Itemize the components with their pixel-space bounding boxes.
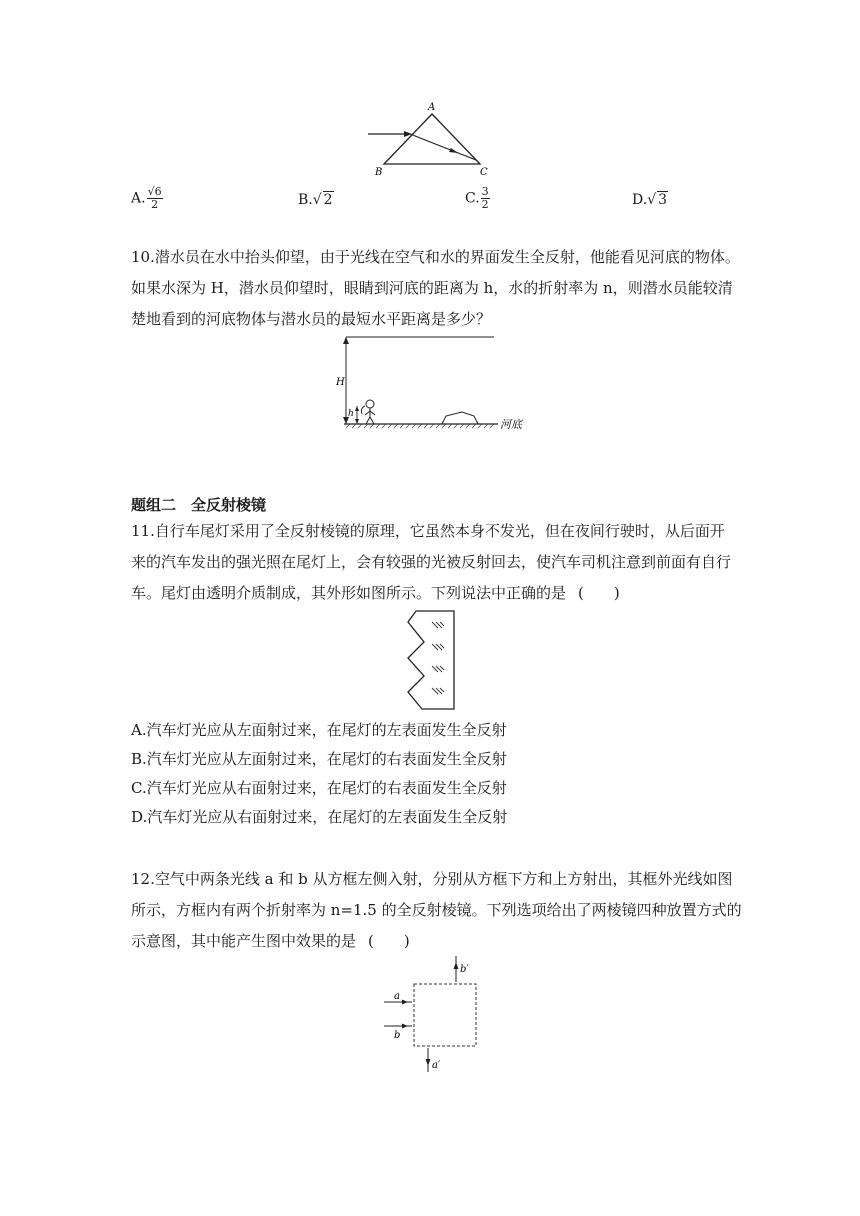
label-h: h [348,409,354,419]
taillight-figure [402,608,462,712]
q11-option-b[interactable]: B.汽车灯光应从左面射过来，在尾灯的右表面发生全反射 [131,750,507,768]
prism-abc-figure [362,98,502,182]
q10-text: 10.潜水员在水中抬头仰望，由于光线在空气和水的界面发生全反射，他能看见河底的物体。 如果水深为 H，潜水员仰望时，眼睛到河底的距离为 h，水的折射率为 n，则潜水员能较清 楚地看到的河底物体与潜水员的最短水平距离是多少？ [131,248,740,328]
riverbed-object [442,412,478,424]
q11-option-a[interactable]: A.汽车灯光应从左面射过来，在尾灯的左表面发生全反射 [131,721,507,739]
q11-text: 11.自行车尾灯采用了全反射棱镜的原理，它虽然本身不发光，但在夜间行驶时，从后面开 来的汽车发出的强光照在尾灯上，会有较强的光被反射回去，使汽车司机注意到前面有自行 车。尾灯由透明介质制成，其外形如图所示。下列说法中正确的是 ( ) [131,522,732,602]
q11-option-c[interactable]: C.汽车灯光应从右面射过来，在尾灯的右表面发生全反射 [131,779,507,797]
label-a-prime: a′ [432,1060,441,1071]
q9-option-d[interactable]: D.√ 3 [632,192,668,208]
label-b-prime: b′ [460,964,469,975]
section-heading: 题组二 全反射棱镜 [131,496,267,514]
q9-option-b[interactable]: B.√ 2 [298,192,333,208]
box-rays-figure [376,952,496,1076]
q11-options [131,716,507,832]
label-b: b [394,1030,401,1041]
label-a: A [428,102,436,113]
diver-figure [332,328,532,436]
label-b: B [375,167,383,178]
q12-answer-paren: ( ) [368,932,410,950]
label-riverbed: 河底 [500,418,522,431]
q9-option-c[interactable]: C. $\frac{3}{2}$ [465,185,489,211]
q12-text: 12.空气中两条光线 a 和 b 从方框左侧入射，分别从方框下方和上方射出，其框外光线如图 所示，方框内有两个折射率为 n=1.5 的全反射棱镜。下列选项给出了两棱镜四种放置方式的 示意图，其中能产生图中效果的是 ( ) [131,870,742,950]
q9-option-a[interactable]: A. $\frac{√6}{2}$ [131,185,162,211]
label-a: a [394,991,400,1002]
label-c: C [480,167,488,178]
label-H: H [336,377,345,388]
q11-option-d[interactable]: D.汽车灯光应从右面射过来，在尾灯的左表面发生全反射 [131,808,508,826]
diver-icon [361,400,375,424]
q11-answer-paren: ( ) [578,584,620,602]
